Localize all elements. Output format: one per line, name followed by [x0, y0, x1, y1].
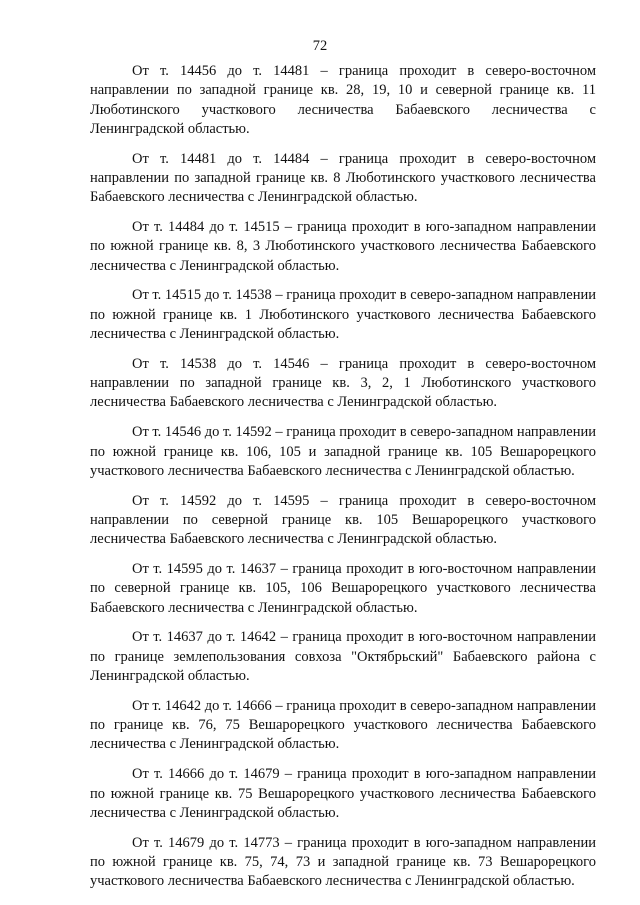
boundary-paragraph: От т. 14484 до т. 14515 – граница проходит в юго-западном направлении по южной границе кв. 8, 3 Люботинского участкового лесничества Бабаевского лесничества с Ленинградской областью.: [90, 219, 596, 274]
boundary-paragraph: От т. 14642 до т. 14666 – граница проходит в северо-западном направлении по границе кв. 76, 75 Вешарорецкого участкового лесничества Бабаевского лесничества с Ленинградской областью.: [90, 697, 596, 753]
boundary-paragraph: От т. 14481 до т. 14484 – граница проходит в северо-восточном направлении по западной границе кв. 8 Люботинского участкового лесничества Бабаевского лесничества с Ленинградской областью.: [90, 150, 596, 206]
boundary-paragraph: От т. 14538 до т. 14546 – граница проходит в северо-восточном направлении по западной границе кв. 3, 2, 1 Люботинского участкового лесничества Бабаевского лесничества с Ленинградской областью.: [90, 355, 596, 411]
boundary-paragraph: От т. 14592 до т. 14595 – граница проходит в северо-восточном направлении по северной границе кв. 105 Вешарорецкого участкового лесничества Бабаевского лесничества с Ленинградской областью.: [90, 492, 596, 548]
boundary-paragraph: От т. 14637 до т. 14642 – граница проходит в юго-восточном направлении по границе землепользования совхоза "Октябрьский" Бабаевского района с Ленинградской областью.: [90, 629, 596, 685]
boundary-paragraph: От т. 14679 до т. 14773 – граница проходит в юго-западном направлении по южной границе кв. 75, 74, 73 и западной границе кв. 73 Вешарорецкого участкового лесничества Бабаевского лесничества с Ленинградской областью.: [90, 834, 596, 890]
boundary-paragraph: От т. 14456 до т. 14481 – граница проходит в северо-восточном направлении по западной границе кв. 28, 19, 10 и северной границе кв. 11 Люботинского участкового лесничества Бабаевского лесничества с Ленинградской областью.: [90, 63, 596, 137]
boundary-paragraph: От т. 14595 до т. 14637 – граница проходит в юго-восточном направлении по северной границе кв. 105, 106 Вешарорецкого участкового лесничества Бабаевского лесничества с Ленинградской областью.: [90, 561, 596, 616]
boundary-paragraph: От т. 14546 до т. 14592 – граница проходит в северо-западном направлении по южной границе кв. 106, 105 и западной границе кв. 105 Вешарорецкого участкового лесничества Бабаевского лесничества с Ленинградской областью.: [90, 424, 596, 479]
page-number: 72: [312, 38, 328, 54]
boundary-paragraph: От т. 14515 до т. 14538 – граница проходит в северо-западном направлении по южной границе кв. 1 Люботинского участкового лесничества Бабаевского лесничества с Ленинградской областью.: [90, 287, 596, 343]
document-body: [90, 62, 596, 902]
boundary-paragraph: От т. 14666 до т. 14679 – граница проходит в юго-западном направлении по южной границе кв. 75 Вешарорецкого участкового лесничества Бабаевского лесничества с Ленинградской областью.: [90, 766, 596, 821]
